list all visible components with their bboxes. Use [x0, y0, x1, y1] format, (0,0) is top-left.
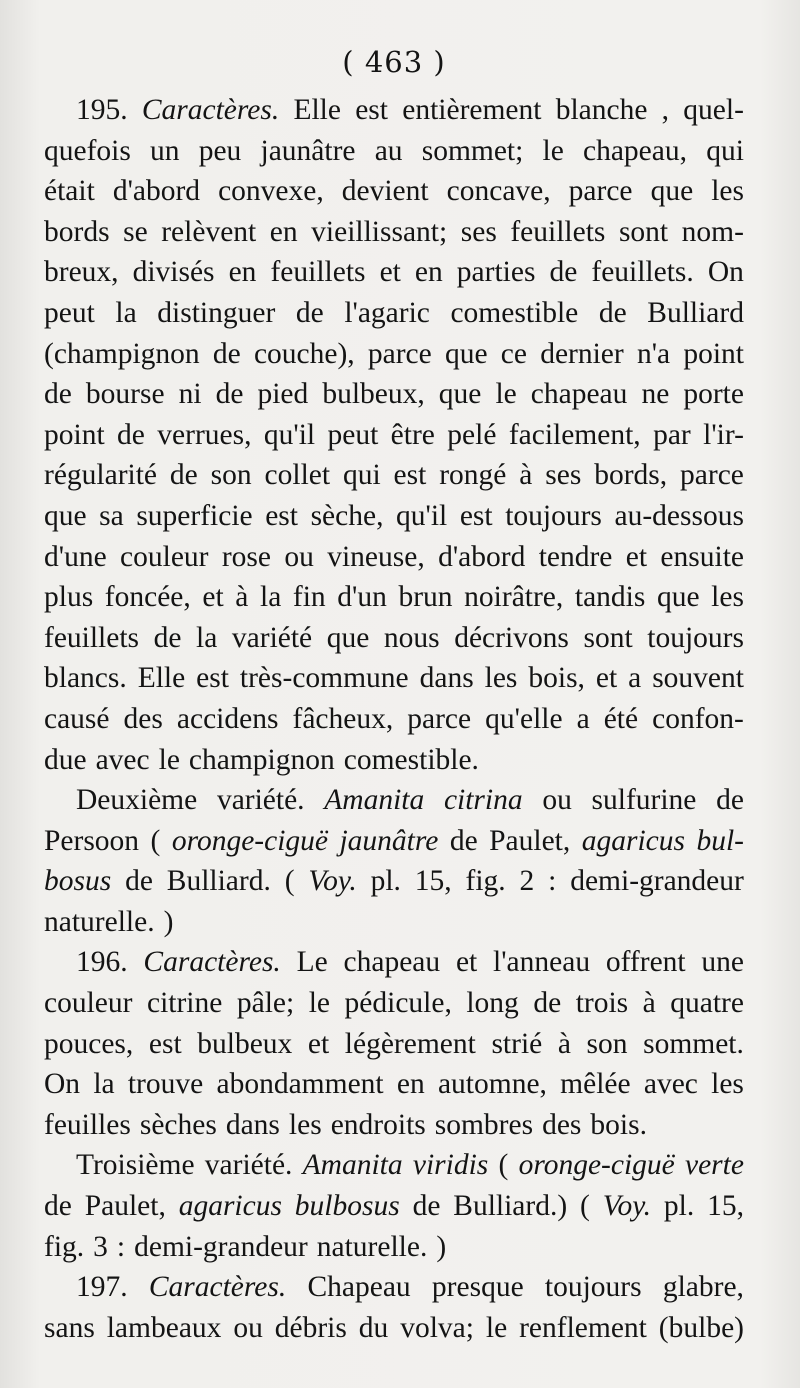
- word: parties: [456, 256, 536, 289]
- word: offrent: [605, 946, 686, 979]
- word: quel-: [683, 94, 744, 126]
- word: On: [707, 256, 744, 289]
- word: entièrement: [402, 94, 542, 126]
- word: convexe,: [218, 175, 324, 208]
- word: qui: [342, 459, 381, 492]
- word: volva;: [400, 1311, 474, 1344]
- word: naturelle.: [44, 905, 155, 938]
- word: de: [215, 378, 244, 411]
- text-line: [44, 90, 744, 131]
- word: bosus: [44, 865, 112, 898]
- word: que: [326, 621, 370, 654]
- word: pouces,: [44, 1027, 134, 1060]
- word: la: [260, 581, 282, 614]
- word: en: [414, 256, 443, 289]
- word: verte: [684, 1149, 744, 1182]
- word: trois: [575, 987, 629, 1020]
- word: pied: [257, 378, 309, 411]
- word: agaricus: [581, 824, 685, 857]
- word: vineuse,: [327, 540, 425, 573]
- word: parce: [367, 337, 432, 370]
- word: a: [576, 702, 590, 735]
- word: de: [153, 621, 182, 654]
- word: Caractères.: [143, 946, 281, 979]
- word: blanche: [555, 94, 648, 126]
- text-line: [44, 983, 744, 1024]
- word: ou: [284, 540, 314, 573]
- word: collet: [264, 459, 331, 492]
- word: le: [308, 987, 331, 1020]
- text-line: [44, 1024, 744, 1065]
- word: avec: [643, 1068, 698, 1101]
- word: ensuite: [660, 540, 744, 573]
- word: fin: [292, 581, 326, 614]
- word: superficie: [136, 499, 253, 532]
- word: Persoon: [44, 824, 140, 857]
- word: que: [656, 581, 700, 614]
- word: point: [44, 418, 105, 451]
- word: se: [123, 215, 148, 248]
- word: tandis: [574, 581, 646, 614]
- word: bulbosus: [294, 1190, 400, 1223]
- word: par: [653, 418, 691, 451]
- word: très-commune: [239, 662, 409, 695]
- word: qu'il: [263, 418, 316, 451]
- word: de: [549, 256, 578, 289]
- word: à: [642, 987, 656, 1020]
- word: le: [542, 134, 564, 167]
- word: bourse: [85, 378, 165, 411]
- word: Deuxième: [76, 784, 198, 817]
- word: quefois: [44, 134, 131, 167]
- word: sulfurine: [591, 784, 697, 817]
- word: est: [393, 459, 427, 492]
- word: qui: [706, 134, 744, 167]
- word: de: [44, 378, 72, 411]
- word: n'a: [636, 337, 671, 370]
- word: les: [288, 1108, 322, 1141]
- word: le: [495, 378, 517, 411]
- word: au-dessous: [614, 499, 744, 532]
- word: comestible.: [343, 743, 479, 776]
- word: dernier: [540, 337, 624, 370]
- word: demi-grandeur: [134, 1230, 308, 1263]
- word: légèrement: [344, 1027, 476, 1060]
- word: un: [150, 134, 180, 167]
- text-line: [44, 1105, 744, 1146]
- word: chapeau: [343, 946, 441, 979]
- word: confon-: [652, 702, 744, 735]
- word: demi-grandeur: [570, 865, 744, 898]
- word: (: [284, 865, 295, 898]
- word: ses: [460, 215, 497, 248]
- word: bords,: [594, 459, 668, 492]
- word: pédicule,: [344, 987, 452, 1020]
- word: est: [459, 499, 493, 532]
- text-line: [44, 131, 744, 172]
- word: concave,: [446, 175, 551, 208]
- word: l'anneau: [493, 946, 591, 979]
- text-line: [44, 780, 744, 821]
- word: toujours: [544, 1271, 642, 1304]
- word: citrina: [443, 784, 523, 817]
- word: tendre: [538, 540, 613, 573]
- word: blancs.: [44, 662, 127, 695]
- word: sèches: [139, 1108, 217, 1141]
- word: bulbeux,: [322, 378, 425, 411]
- word: que: [444, 337, 488, 370]
- word: causé: [44, 702, 110, 735]
- word: divisés: [132, 256, 215, 289]
- text-line: [44, 618, 744, 659]
- word: quatre: [670, 987, 744, 1020]
- word: lambeaux: [106, 1311, 222, 1344]
- word: feuillets.: [591, 256, 694, 289]
- word: ni: [178, 378, 202, 411]
- word: Elle: [137, 662, 186, 695]
- word: est: [148, 1027, 182, 1060]
- text-line: [44, 1145, 744, 1186]
- word: abondamment: [216, 1068, 384, 1101]
- word: et: [625, 540, 648, 573]
- word: pâle;: [236, 987, 295, 1020]
- word: due: [44, 743, 87, 776]
- text-line: [44, 496, 744, 537]
- word: champignon: [188, 743, 335, 776]
- word: 15,: [414, 865, 452, 898]
- word: Bulliard: [647, 296, 744, 329]
- word: de: [449, 824, 478, 857]
- word: est: [355, 94, 388, 126]
- word: la: [93, 1068, 115, 1101]
- word: été: [603, 702, 639, 735]
- word: ses: [545, 459, 582, 492]
- word: ou: [542, 784, 572, 817]
- text-line: [44, 821, 744, 862]
- word: de: [169, 459, 198, 492]
- word: et: [595, 662, 618, 695]
- word: son: [586, 1027, 628, 1060]
- word: rongé: [439, 459, 507, 492]
- word: 15,: [707, 1190, 744, 1223]
- word: automne,: [437, 1068, 547, 1101]
- word: Caractères.: [141, 94, 280, 126]
- word: décrivons: [454, 621, 569, 654]
- word: facilement,: [508, 418, 641, 451]
- word: les: [711, 175, 744, 208]
- text-line: [44, 1186, 744, 1227]
- word: peu: [198, 134, 242, 167]
- word: en: [269, 215, 298, 248]
- word: peut: [44, 296, 95, 329]
- word: nom-: [681, 215, 744, 248]
- word: citrine: [146, 987, 223, 1020]
- text-line: [44, 1308, 744, 1349]
- text-line: [44, 577, 744, 618]
- word: Paulet,: [84, 1190, 166, 1223]
- word: et: [307, 1027, 330, 1060]
- word: qu'il: [396, 499, 448, 532]
- text-line: [44, 537, 744, 578]
- word: endroits: [330, 1108, 426, 1141]
- word: au: [374, 134, 403, 167]
- text-line: [44, 1267, 744, 1308]
- word: de: [125, 865, 153, 898]
- word: (: [498, 1149, 509, 1182]
- word: 197.: [76, 1271, 128, 1304]
- word: sans: [44, 1311, 95, 1344]
- word: parce: [680, 459, 744, 492]
- word: la: [115, 296, 137, 329]
- word: feuillets: [510, 215, 606, 248]
- word: 3: [93, 1230, 108, 1263]
- word: que: [650, 175, 694, 208]
- text-line: [44, 740, 744, 781]
- text-line: [44, 1064, 744, 1105]
- word: Le: [296, 946, 328, 979]
- text-line: [44, 455, 744, 496]
- word: débris: [274, 1311, 347, 1344]
- word: de: [295, 296, 324, 329]
- word: distinguer: [157, 296, 276, 329]
- word: feuillets: [44, 621, 140, 654]
- text-line: [44, 171, 744, 212]
- word: pl.: [663, 1190, 695, 1223]
- word: :: [116, 1230, 126, 1263]
- word: (: [580, 1190, 590, 1223]
- word: des: [123, 702, 163, 735]
- word: fâcheux,: [292, 702, 394, 735]
- text-line: [44, 374, 744, 415]
- word: d'une: [44, 540, 107, 573]
- word: dans: [225, 1108, 280, 1141]
- word: noirâtre,: [464, 581, 564, 614]
- word: plus: [44, 581, 94, 614]
- word: trouve: [127, 1068, 204, 1101]
- word: parce: [568, 175, 633, 208]
- word: jaunâtre: [339, 824, 439, 857]
- word: brun: [398, 581, 453, 614]
- word: du: [358, 1311, 389, 1344]
- word: que: [44, 499, 87, 532]
- word: ne: [641, 378, 670, 411]
- word: Elle: [293, 94, 341, 126]
- word: long: [466, 987, 519, 1020]
- word: variété.: [216, 784, 305, 817]
- word: avec: [95, 743, 150, 776]
- word: était: [44, 175, 95, 208]
- word: l'agaric: [344, 296, 430, 329]
- word: sombres: [434, 1108, 534, 1141]
- word: vieillissant;: [311, 215, 448, 248]
- word: rose: [221, 540, 272, 573]
- word: presque: [431, 1271, 524, 1304]
- word: bulbeux: [197, 1027, 293, 1060]
- word: et: [379, 256, 401, 289]
- word: fig.: [44, 1230, 85, 1263]
- word: oronge-ciguë: [171, 824, 329, 857]
- word: régularité: [44, 459, 158, 492]
- text-line: [44, 658, 744, 699]
- word: Bulliard.): [453, 1190, 568, 1223]
- word: toujours: [505, 499, 602, 532]
- word: Voy.: [308, 865, 357, 898]
- word: de: [716, 784, 744, 817]
- word: qu'elle: [485, 702, 563, 735]
- word: oronge-ciguë: [518, 1149, 675, 1182]
- word: sa: [99, 499, 124, 532]
- word: foncée,: [104, 581, 191, 614]
- word: être: [390, 418, 435, 451]
- word: sèche,: [310, 499, 384, 532]
- word: sommet;: [421, 134, 524, 167]
- text-line: [44, 334, 744, 375]
- word: une: [701, 946, 744, 979]
- word: On: [44, 1068, 81, 1101]
- word: Amanita: [302, 1149, 403, 1182]
- word: Troisième: [76, 1149, 195, 1182]
- word: jaunâtre: [260, 134, 356, 167]
- word: de: [533, 987, 562, 1020]
- word: les: [484, 662, 518, 695]
- word: mêlée: [560, 1068, 631, 1101]
- word: feuillets: [270, 256, 366, 289]
- word: est: [196, 662, 229, 695]
- word: 2: [519, 865, 535, 898]
- word: Voy.: [602, 1190, 652, 1223]
- word: viridis: [412, 1149, 489, 1182]
- word: sont: [583, 621, 633, 654]
- word: (champignon: [44, 337, 200, 370]
- word: d'abord: [438, 540, 526, 573]
- word: couleur: [120, 540, 209, 573]
- word: toujours: [647, 621, 744, 654]
- text-line: [44, 699, 744, 740]
- word: nous: [383, 621, 440, 654]
- word: de: [212, 337, 241, 370]
- word: le: [485, 1311, 508, 1344]
- text-line: [44, 212, 744, 253]
- word: à: [235, 581, 249, 614]
- word: :: [548, 865, 557, 898]
- word: et: [455, 946, 478, 979]
- word: peut: [327, 418, 379, 451]
- word: les: [711, 581, 744, 614]
- word: et: [202, 581, 224, 614]
- body-text: [44, 90, 744, 1348]
- word: à: [557, 1027, 571, 1060]
- text-line: [44, 252, 744, 293]
- word: pelé: [447, 418, 497, 451]
- word: breux,: [44, 256, 119, 289]
- page-number: ( 463 ): [342, 45, 446, 79]
- word: sont: [618, 215, 669, 248]
- word: strié: [491, 1027, 543, 1060]
- word: d'abord: [112, 175, 201, 208]
- word: porte: [683, 378, 744, 411]
- word: (: [150, 824, 161, 857]
- word: de: [412, 1190, 441, 1223]
- word: bords: [44, 215, 110, 248]
- word: variété: [231, 621, 313, 654]
- word: 196.: [76, 946, 128, 979]
- word: Caractères.: [148, 1271, 287, 1304]
- word: Chapeau: [307, 1271, 411, 1304]
- word: fig.: [465, 865, 506, 898]
- word: pl.: [370, 865, 401, 898]
- word: à: [519, 459, 533, 492]
- word: couche),: [253, 337, 355, 370]
- word: agaricus: [178, 1190, 282, 1223]
- word: point: [683, 337, 744, 370]
- word: ): [436, 1230, 447, 1263]
- word: Paulet,: [489, 824, 571, 857]
- word: ,: [661, 94, 670, 126]
- word: glabre,: [662, 1271, 744, 1304]
- word: accidens: [176, 702, 279, 735]
- word: chapeau: [530, 378, 628, 411]
- word: bois,: [528, 662, 585, 695]
- word: de: [44, 1190, 72, 1223]
- word: bois.: [590, 1108, 647, 1141]
- word: en: [228, 256, 257, 289]
- word: la: [196, 621, 218, 654]
- text-line: [44, 293, 744, 334]
- word: relèvent: [161, 215, 257, 248]
- word: renflement: [519, 1311, 647, 1344]
- word: verrues,: [157, 418, 252, 451]
- word: bul-: [696, 824, 744, 857]
- word: Amanita: [324, 784, 425, 817]
- word: sommet.: [643, 1027, 744, 1060]
- word: de: [598, 296, 627, 329]
- word: devient: [341, 175, 429, 208]
- word: en: [396, 1068, 425, 1101]
- word: comestible: [450, 296, 579, 329]
- word: ce: [500, 337, 527, 370]
- text-line: [44, 942, 744, 983]
- word: couleur: [44, 987, 133, 1020]
- word: parce: [407, 702, 472, 735]
- word: dans: [419, 662, 474, 695]
- word: a: [628, 662, 642, 695]
- word: souvent: [652, 662, 744, 695]
- word: ou: [233, 1311, 263, 1344]
- text-line: [44, 902, 744, 943]
- word: son: [210, 459, 252, 492]
- word: chapeau,: [583, 134, 687, 167]
- word: ): [163, 905, 174, 938]
- word: d'un: [337, 581, 387, 614]
- word: le: [158, 743, 180, 776]
- word: des: [542, 1108, 582, 1141]
- word: est: [265, 499, 298, 532]
- word: les: [711, 1068, 744, 1101]
- word: feuilles: [44, 1108, 131, 1141]
- word: l'ir-: [703, 418, 744, 451]
- word: de: [117, 418, 145, 451]
- text-line: [44, 861, 744, 902]
- text-line: [44, 415, 744, 456]
- word: que: [438, 378, 482, 411]
- word: 195.: [76, 94, 128, 126]
- word: Bulliard.: [166, 865, 271, 898]
- word: naturelle.: [316, 1230, 428, 1263]
- text-line: [44, 1227, 744, 1268]
- word: variété.: [204, 1149, 293, 1182]
- word: (bulbe): [658, 1311, 744, 1344]
